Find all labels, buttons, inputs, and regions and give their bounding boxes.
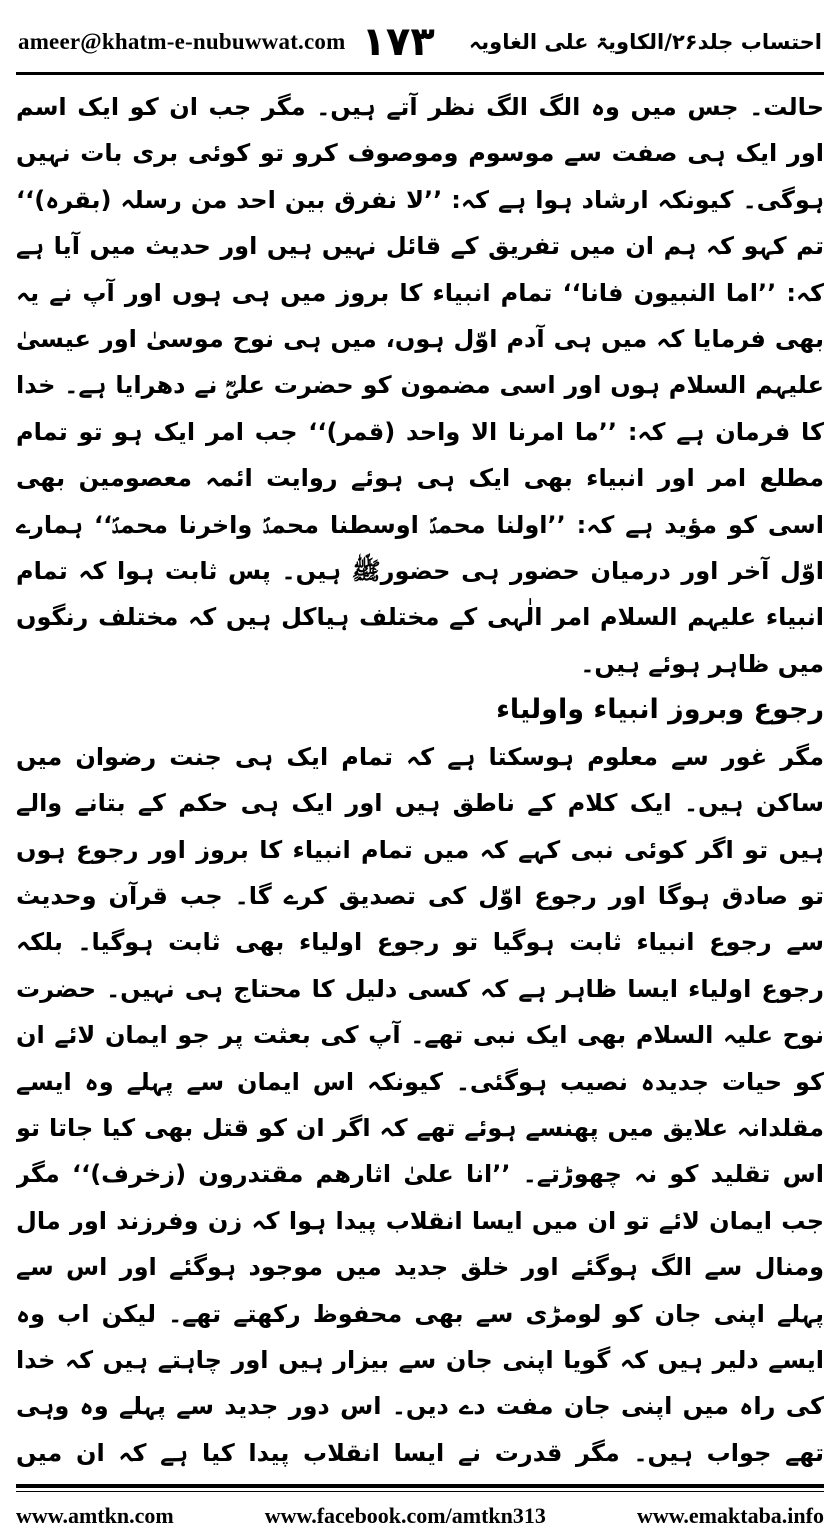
footer-link-facebook[interactable]: www.facebook.com/amtkn313: [264, 1503, 546, 1528]
page-number: ۱۷۳: [361, 19, 435, 65]
footer-rule: [16, 1484, 824, 1488]
header-email: ameer@khatm-e-nubuwwat.com: [18, 29, 346, 54]
footer-rule-thin: [16, 1491, 824, 1492]
footer-link-emaktaba[interactable]: www.emaktaba.info: [636, 1503, 824, 1528]
header-rule: [16, 72, 824, 75]
page-footer: [16, 1496, 824, 1536]
section-heading: رجوع وبروز انبیاء واولیاء: [496, 694, 824, 726]
page-header: [18, 14, 822, 70]
running-title: احتساب جلد۲۶/الکاویۃ علی الغاویہ: [468, 30, 822, 54]
paragraph-2: مگر غور سے معلوم ہوسکتا ہے کہ تمام ایک ہی جنت رضوان میں ساکن ہیں۔ ایک کلام کے ناطق ہیں اور ایک ہی حکم کے بتانے والے ہیں تو اگر کوئی نبی کہے کہ میں تمام انبیاء کا بروز اور رجوع ہوں تو صادق ہوگا اور رجوع اوّل کی تصدیق کرے گا۔ جب قرآن وحدیث سے رجوع انبیاء ثابت ہوگیا تو رجوع اولیاء بھی ثابت ہوگیا۔ بلکہ رجوع اولیاء ایسا ظاہر ہے کہ کسی دلیل کا محتاج ہی نہیں۔ حضرت نوح علیہ السلام بھی ایک نبی تھے۔ آپ کی بعثت پر جو ایمان لائے ان کو حیات جدیدہ نصیب ہوگئی۔ کیونکہ اس ایمان سے پہلے وہ ایسے مقلدانہ علایق میں پھنسے ہوئے تھے کہ اگر ان کو قتل بھی کیا جاتا تو اس تقلید کو نہ چھوڑتے۔ ’’انا علیٰ اثارھم مقتدرون (زخرف)‘‘ مگر جب ایمان لائے تو ان میں ایسا انقلاب پیدا ہوا کہ زن وفرزند اور مال ومنال سے الگ ہوگئے اور خلق جدید میں موجود ہوگئے اور اس سے پہلے اپنی جان کو لومڑی سے بھی محفوظ رکھتے تھے۔ لیکن اب وہ ایسے دلیر ہیں کہ گویا اپنی جان سے بیزار ہیں اور چاہتے ہیں کہ خدا کی راہ میں اپنی جان مفت دے دیں۔ اس دور جدید سے پہلے وہ وہی تھے جواب ہیں۔ مگر قدرت نے ایسا انقلاب پیدا کیا ہے کہ ان میں: [16, 742, 824, 1467]
footer-link-amtkn[interactable]: www.amtkn.com: [16, 1503, 174, 1528]
header-left-group: [18, 19, 435, 65]
page-body: [16, 84, 824, 1476]
paragraph-1: حالت۔ جس میں وہ الگ الگ نظر آتے ہیں۔ مگر جب ان کو ایک اسم اور ایک ہی صفت سے موسوم وموصوف کرو تو کوئی بری بات نہیں ہوگی۔ کیونکہ ارشاد ہوا ہے کہ: ’’لا نفرق بین احد من رسلہ (بقرہ)‘‘ تم کہو کہ ہم ان میں تفریق کے قائل نہیں ہیں اور حدیث میں آیا ہے کہ: ’’اما النبیون فانا‘‘ تمام انبیاء کا بروز میں ہی ہوں اور آپ نے یہ بھی فرمایا کہ میں ہی آدم اوّل ہوں، میں ہی نوح موسیٰ اور عیسیٰ علیہم السلام ہوں اور اسی مضمون کو حضرت علیؓ نے دھرایا ہے۔ خدا کا فرمان ہے کہ: ’’ما امرنا الا واحد (قمر)‘‘ جب امر ایک ہو تو تمام مطلع امر اور انبیاء بھی ایک ہی ہوئے روایت ائمہ معصومین بھی اسی کو مؤید ہے کہ: ’’اولنا محمدؐ اوسطنا محمدؐ واخرنا محمدؐ‘‘ ہمارے اوّل آخر اور درمیان حضور ہی حضورﷺ ہیں۔ پس ثابت ہوا کہ تمام انبیاء علیہم السلام امر الٰہی کے مختلف ہیاکل ہیں کہ مختلف رنگوں میں ظاہر ہوئے ہیں۔: [16, 93, 824, 678]
